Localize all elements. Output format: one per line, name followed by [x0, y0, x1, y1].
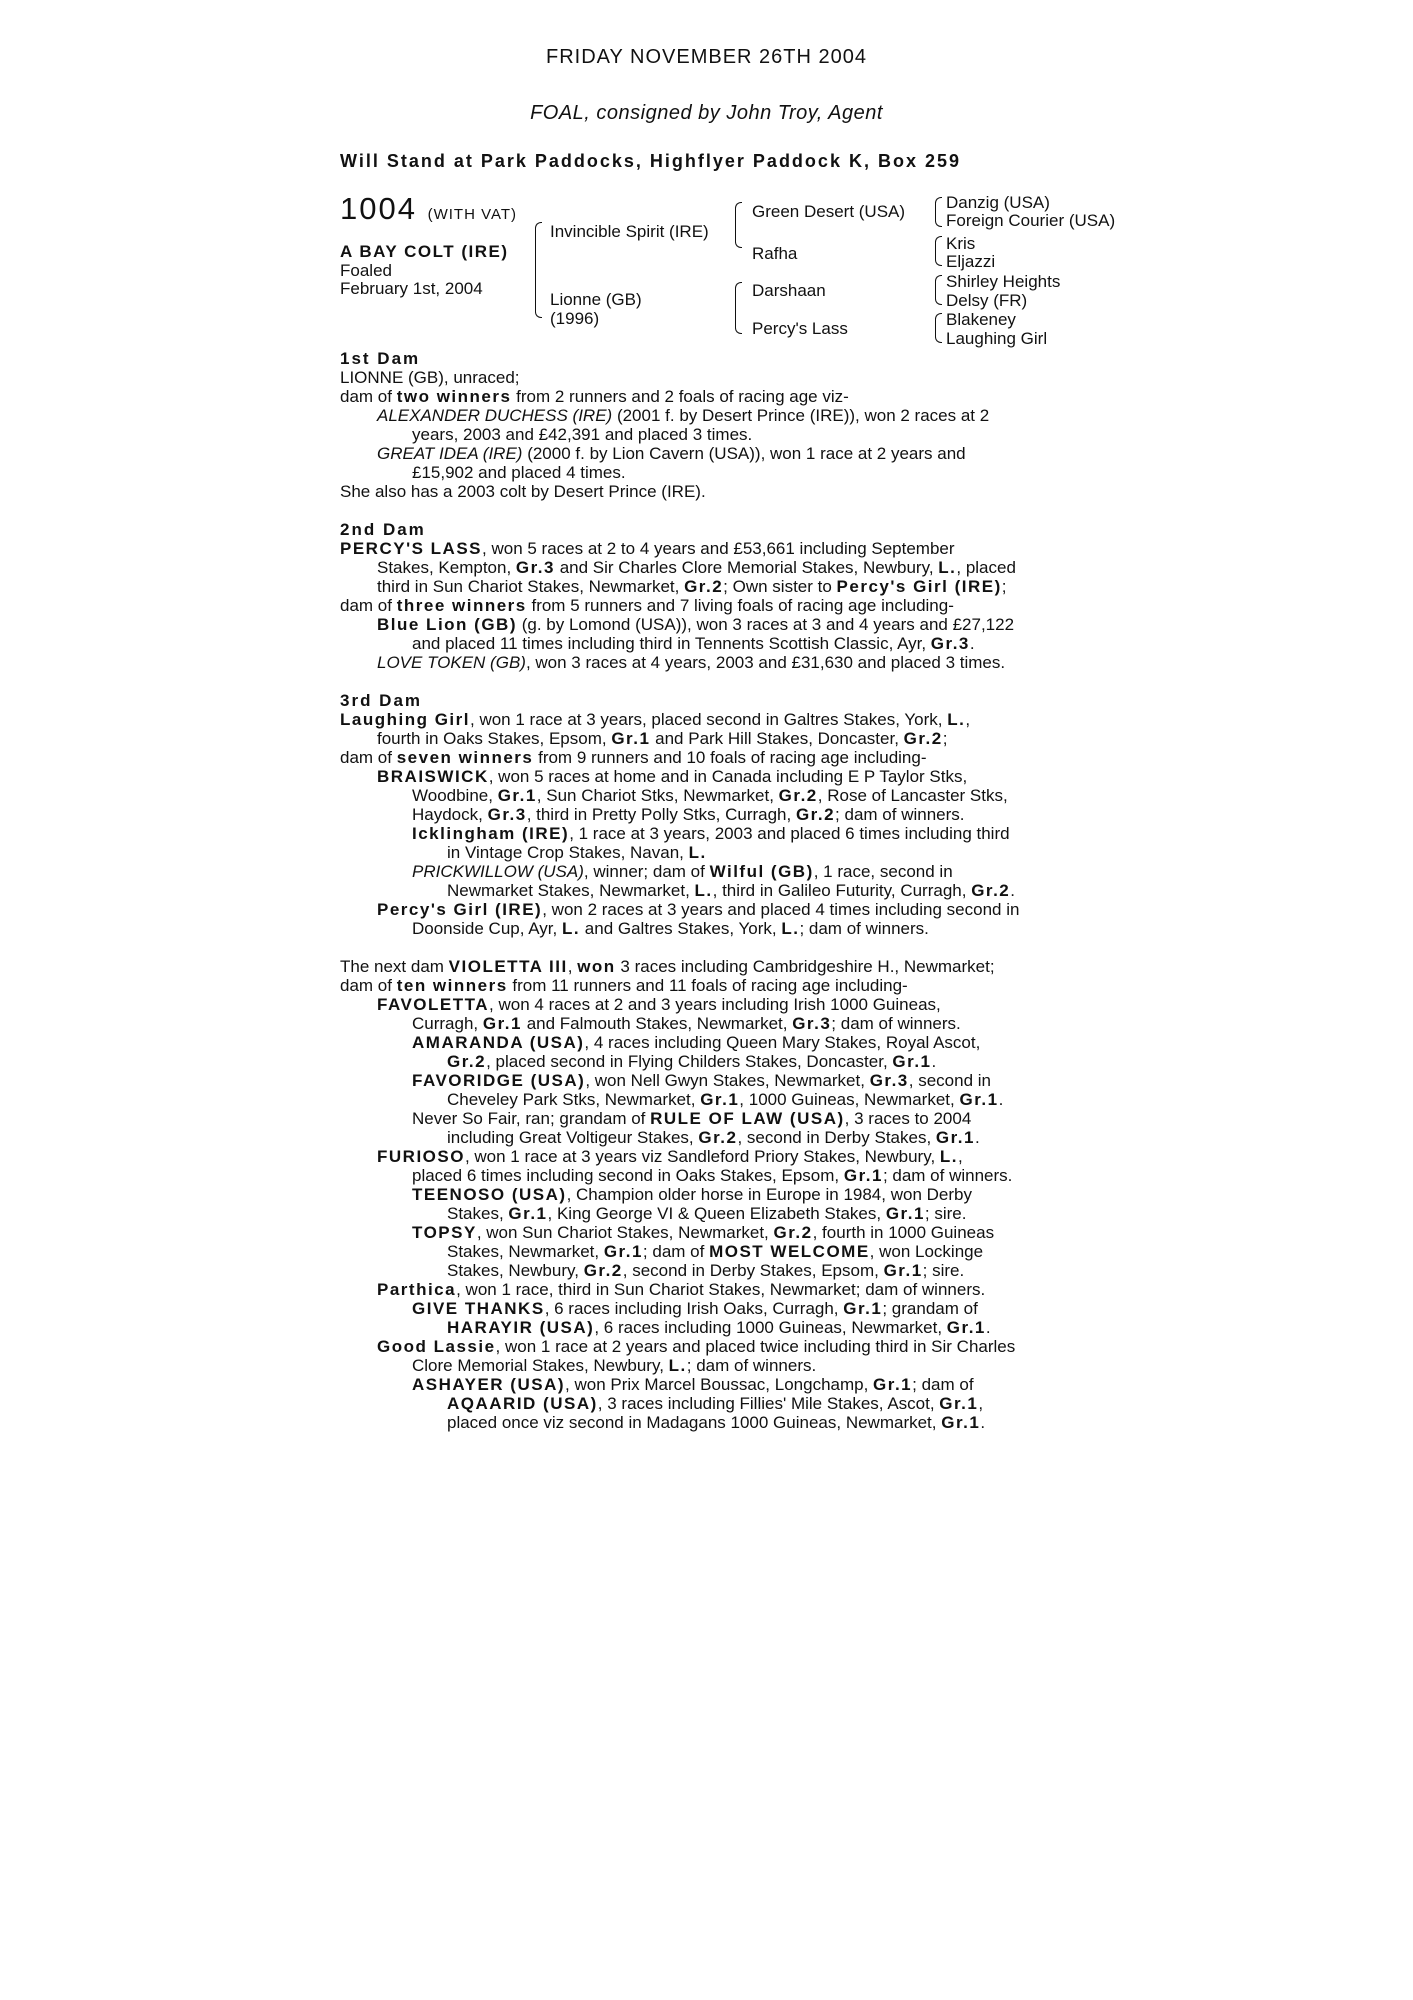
gg-7: Blakeney	[946, 310, 1016, 329]
first-dam-line: She also has a 2003 colt by Desert Prince (IRE).	[340, 482, 706, 501]
lot-number	[340, 192, 517, 232]
next-dam-line: including Great Voltigeur Stakes, Gr.2, second in Derby Stakes, Gr.1.	[447, 1128, 980, 1147]
third-dam-line: Woodbine, Gr.1, Sun Chariot Stks, Newmarket, Gr.2, Rose of Lancaster Stks,	[412, 786, 1008, 805]
consignment-line: FOAL, consigned by John Troy, Agent	[530, 102, 883, 124]
pedigree-brace-1	[535, 222, 542, 318]
stand-location: Will Stand at Park Paddocks, Highflyer Paddock K, Box 259	[340, 151, 961, 171]
sire: Invincible Spirit (IRE)	[550, 222, 709, 241]
first-dam-line: dam of two winners from 2 runners and 2 foals of racing age viz-	[340, 387, 849, 406]
pedigree-brace-3	[735, 282, 742, 334]
third-dam-heading: 3rd Dam	[340, 691, 423, 710]
next-dam-line: TOPSY, won Sun Chariot Stakes, Newmarket, Gr.2, fourth in 1000 Guineas	[412, 1223, 995, 1242]
first-dam-line: years, 2003 and £42,391 and placed 3 times.	[412, 425, 753, 444]
first-dam-line: ALEXANDER DUCHESS (IRE) (2001 f. by Desert Prince (IRE)), won 2 races at 2	[377, 406, 990, 425]
third-dam-line: Percy's Girl (IRE), won 2 races at 3 years and placed 4 times including second in	[377, 900, 1020, 919]
next-dam-line: Stakes, Newbury, Gr.2, second in Derby Stakes, Epsom, Gr.1; sire.	[447, 1261, 965, 1280]
second-dam-line: and placed 11 times including third in Tennents Scottish Classic, Ayr, Gr.3.	[412, 634, 975, 653]
next-dam-line: The next dam VIOLETTA III, won 3 races including Cambridgeshire H., Newmarket;	[340, 957, 995, 976]
second-dam-line: third in Sun Chariot Stakes, Newmarket, Gr.2; Own sister to Percy's Girl (IRE);	[377, 577, 1007, 596]
first-dam-heading: 1st Dam	[340, 349, 421, 368]
next-dam-line: placed 6 times including second in Oaks Stakes, Epsom, Gr.1; dam of winners.	[412, 1166, 1013, 1185]
lot-number-value: 1004	[340, 191, 417, 226]
third-dam-line: Icklingham (IRE), 1 race at 3 years, 2003 and placed 6 times including third	[412, 824, 1010, 843]
first-dam-section	[340, 349, 1080, 501]
pedigree-brace-4	[935, 197, 942, 227]
third-dam-line: fourth in Oaks Stakes, Epsom, Gr.1 and Park Hill Stakes, Doncaster, Gr.2;	[377, 729, 948, 748]
next-dam-line: Stakes, Newmarket, Gr.1; dam of MOST WELCOME, won Lockinge	[447, 1242, 984, 1261]
pedigree-brace-7	[935, 313, 942, 343]
third-dam-line: in Vintage Crop Stakes, Navan, L.	[447, 843, 707, 862]
gg-8: Laughing Girl	[946, 329, 1048, 348]
dam-year: (1996)	[550, 309, 600, 328]
next-dam-line: Gr.2, placed second in Flying Childers Stakes, Doncaster, Gr.1.	[447, 1052, 937, 1071]
second-dam-line: PERCY'S LASS, won 5 races at 2 to 4 years and £53,661 including September	[340, 539, 955, 558]
dam-sire: Darshaan	[752, 281, 826, 300]
gg-4: Eljazzi	[946, 252, 996, 271]
second-dam-section	[340, 520, 1080, 672]
next-dam-line: FURIOSO, won 1 race at 3 years viz Sandleford Priory Stakes, Newbury, L.,	[377, 1147, 963, 1166]
gg-3: Kris	[946, 234, 976, 253]
next-dam-line: Parthica, won 1 race, third in Sun Chariot Stakes, Newmarket; dam of winners.	[377, 1280, 986, 1299]
third-dam-line: BRAISWICK, won 5 races at home and in Canada including E P Taylor Stks,	[377, 767, 968, 786]
first-dam-line: GREAT IDEA (IRE) (2000 f. by Lion Cavern (USA)), won 1 race at 2 years and	[377, 444, 966, 463]
third-dam-line: dam of seven winners from 9 runners and 10 foals of racing age including-	[340, 748, 927, 767]
second-dam-line: dam of three winners from 5 runners and 7 living foals of racing age including-	[340, 596, 954, 615]
third-dam-line: Doonside Cup, Ayr, L. and Galtres Stakes, York, L.; dam of winners.	[412, 919, 929, 938]
third-dam-section	[340, 691, 1080, 938]
third-dam-line: Laughing Girl, won 1 race at 3 years, placed second in Galtres Stakes, York, L.,	[340, 710, 971, 729]
next-dam-line: FAVORIDGE (USA), won Nell Gwyn Stakes, Newmarket, Gr.3, second in	[412, 1071, 992, 1090]
vat-note: (WITH VAT)	[427, 206, 518, 223]
second-dam-line: Blue Lion (GB) (g. by Lomond (USA)), won 3 races at 3 and 4 years and £27,122	[377, 615, 1015, 634]
next-dam-line: Cheveley Park Stks, Newmarket, Gr.1, 1000 Guineas, Newmarket, Gr.1.	[447, 1090, 1004, 1109]
next-dam-line: dam of ten winners from 11 runners and 11 foals of racing age including-	[340, 976, 908, 995]
third-dam-line: Haydock, Gr.3, third in Pretty Polly Stks, Curragh, Gr.2; dam of winners.	[412, 805, 965, 824]
second-dam-line: LOVE TOKEN (GB), won 3 races at 4 years, 2003 and £31,630 and placed 3 times.	[377, 653, 1006, 672]
sale-date: FRIDAY NOVEMBER 26TH 2004	[545, 46, 868, 68]
next-dam-line: Stakes, Gr.1, King George VI & Queen Elizabeth Stakes, Gr.1; sire.	[447, 1204, 967, 1223]
next-dam-line: Never So Fair, ran; grandam of RULE OF LAW (USA), 3 races to 2004	[412, 1109, 972, 1128]
next-dam-line: AQAARID (USA), 3 races including Fillies' Mile Stakes, Ascot, Gr.1,	[447, 1394, 984, 1413]
next-dam-line: ASHAYER (USA), won Prix Marcel Boussac, Longchamp, Gr.1; dam of	[412, 1375, 974, 1394]
pedigree-brace-5	[935, 236, 942, 266]
first-dam-line: £15,902 and placed 4 times.	[412, 463, 626, 482]
first-dam-line: LIONNE (GB), unraced;	[340, 368, 520, 387]
pedigree-brace-6	[935, 275, 942, 305]
next-dam-line: placed once viz second in Madagans 1000 Guineas, Newmarket, Gr.1.	[447, 1413, 986, 1432]
third-dam-line: PRICKWILLOW (USA), winner; dam of Wilful (GB), 1 race, second in	[412, 862, 953, 881]
next-dam-line: Curragh, Gr.1 and Falmouth Stakes, Newmarket, Gr.3; dam of winners.	[412, 1014, 961, 1033]
next-dam-line: AMARANDA (USA), 4 races including Queen Mary Stakes, Royal Ascot,	[412, 1033, 981, 1052]
foaled-date: February 1st, 2004	[340, 279, 483, 298]
next-dam-line: GIVE THANKS, 6 races including Irish Oaks, Curragh, Gr.1; grandam of	[412, 1299, 978, 1318]
dam: Lionne (GB)	[550, 290, 642, 309]
sire-sire: Green Desert (USA)	[752, 202, 906, 221]
sire-dam: Rafha	[752, 244, 798, 263]
next-dam-line: FAVOLETTA, won 4 races at 2 and 3 years including Irish 1000 Guineas,	[377, 995, 941, 1014]
gg-6: Delsy (FR)	[946, 291, 1028, 310]
next-dam-line: HARAYIR (USA), 6 races including 1000 Guineas, Newmarket, Gr.1.	[447, 1318, 991, 1337]
third-dam-line: Newmarket Stakes, Newmarket, L., third in Galileo Futurity, Curragh, Gr.2.	[447, 881, 1016, 900]
lot-description: A BAY COLT (IRE)	[340, 242, 509, 261]
next-dam-line: Clore Memorial Stakes, Newbury, L.; dam of winners.	[412, 1356, 817, 1375]
gg-1: Danzig (USA)	[946, 193, 1050, 212]
second-dam-line: Stakes, Kempton, Gr.3 and Sir Charles Clore Memorial Stakes, Newbury, L., placed	[377, 558, 1016, 577]
next-dam-line: TEENOSO (USA), Champion older horse in Europe in 1984, won Derby	[412, 1185, 972, 1204]
next-dam-line: Good Lassie, won 1 race at 2 years and placed twice including third in Sir Charles	[377, 1337, 1016, 1356]
pedigree-brace-2	[735, 202, 742, 248]
gg-2: Foreign Courier (USA)	[946, 211, 1116, 230]
second-dam-heading: 2nd Dam	[340, 520, 426, 539]
next-dam-section	[340, 957, 1080, 1432]
foaled-label: Foaled	[340, 261, 392, 280]
gg-5: Shirley Heights	[946, 272, 1061, 291]
dam-dam: Percy's Lass	[752, 319, 848, 338]
